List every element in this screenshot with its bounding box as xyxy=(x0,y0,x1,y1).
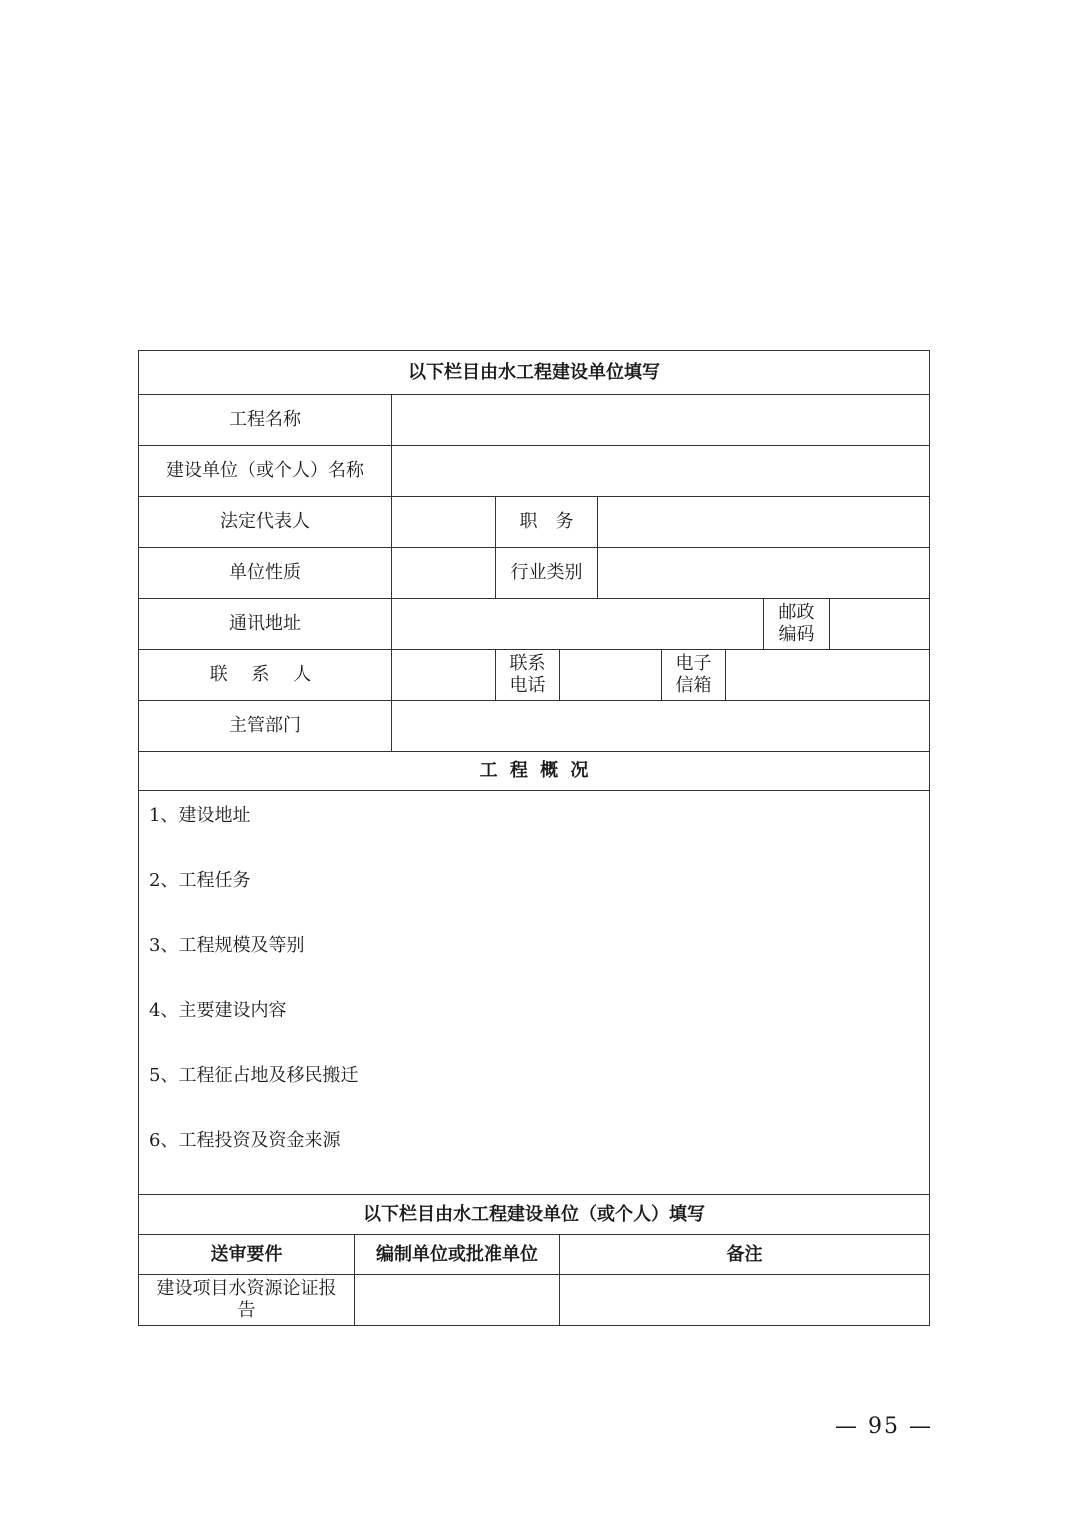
legal-rep-row xyxy=(139,497,929,548)
authority-label: 主管部门 xyxy=(229,715,301,736)
unit-name-label: 建设单位（或个人）名称 xyxy=(166,460,364,481)
project-name-field[interactable] xyxy=(391,395,929,445)
postal-code-label: 邮政 编码 xyxy=(763,599,829,649)
authority-row xyxy=(139,701,929,752)
water-report-preparer-field[interactable] xyxy=(354,1275,559,1325)
unit-nature-row xyxy=(139,548,929,599)
unit-nature-label: 单位性质 xyxy=(229,562,301,583)
submission-header-row xyxy=(139,1195,929,1235)
form-header-row xyxy=(139,351,929,395)
address-label: 通讯地址 xyxy=(229,613,301,634)
water-report-row xyxy=(139,1275,929,1325)
industry-label: 行业类别 xyxy=(495,548,597,598)
page-number: — 95 — xyxy=(835,1414,933,1439)
overview-item-investment: 6、工程投资及资金来源 xyxy=(149,1130,341,1151)
column-preparer: 编制单位或批准单位 xyxy=(354,1235,559,1274)
water-report-label: 建设项目水资源论证报告 xyxy=(156,1278,337,1321)
submission-columns-row xyxy=(139,1235,929,1275)
project-name-label: 工程名称 xyxy=(229,409,301,430)
legal-rep-field[interactable] xyxy=(391,497,495,547)
industry-field[interactable] xyxy=(597,548,929,598)
unit-name-row xyxy=(139,446,929,497)
column-documents: 送审要件 xyxy=(210,1243,283,1265)
form-header-title: 以下栏目由水工程建设单位填写 xyxy=(408,361,660,383)
overview-item-tasks: 2、工程任务 xyxy=(149,870,251,891)
overview-header: 工 程 概 况 xyxy=(479,760,589,781)
overview-header-row xyxy=(139,752,929,791)
overview-body[interactable] xyxy=(139,791,929,1195)
contact-phone-label: 联系 电话 xyxy=(495,650,559,700)
overview-item-land: 5、工程征占地及移民搬迁 xyxy=(149,1065,359,1086)
overview-item-address: 1、建设地址 xyxy=(149,805,251,826)
column-remarks: 备注 xyxy=(559,1235,929,1274)
overview-item-content: 4、主要建设内容 xyxy=(149,1000,287,1021)
legal-rep-label: 法定代表人 xyxy=(220,511,310,532)
submission-header-title: 以下栏目由水工程建设单位（或个人）填写 xyxy=(363,1203,705,1225)
project-name-row xyxy=(139,395,929,446)
contact-phone-field[interactable] xyxy=(559,650,661,700)
water-report-remarks-field[interactable] xyxy=(559,1275,929,1325)
contact-person-label: 联 系 人 xyxy=(209,664,321,685)
contact-row xyxy=(139,650,929,701)
postal-code-field[interactable] xyxy=(829,599,929,649)
overview-item-scale: 3、工程规模及等别 xyxy=(149,935,305,956)
application-form xyxy=(138,350,930,1326)
email-field[interactable] xyxy=(725,650,929,700)
address-row xyxy=(139,599,929,650)
position-field[interactable] xyxy=(597,497,929,547)
unit-name-field[interactable] xyxy=(391,446,929,496)
address-field[interactable] xyxy=(391,599,763,649)
position-label: 职 务 xyxy=(495,497,597,547)
contact-person-field[interactable] xyxy=(391,650,495,700)
email-label: 电子 信箱 xyxy=(661,650,725,700)
unit-nature-field[interactable] xyxy=(391,548,495,598)
authority-field[interactable] xyxy=(391,701,929,751)
